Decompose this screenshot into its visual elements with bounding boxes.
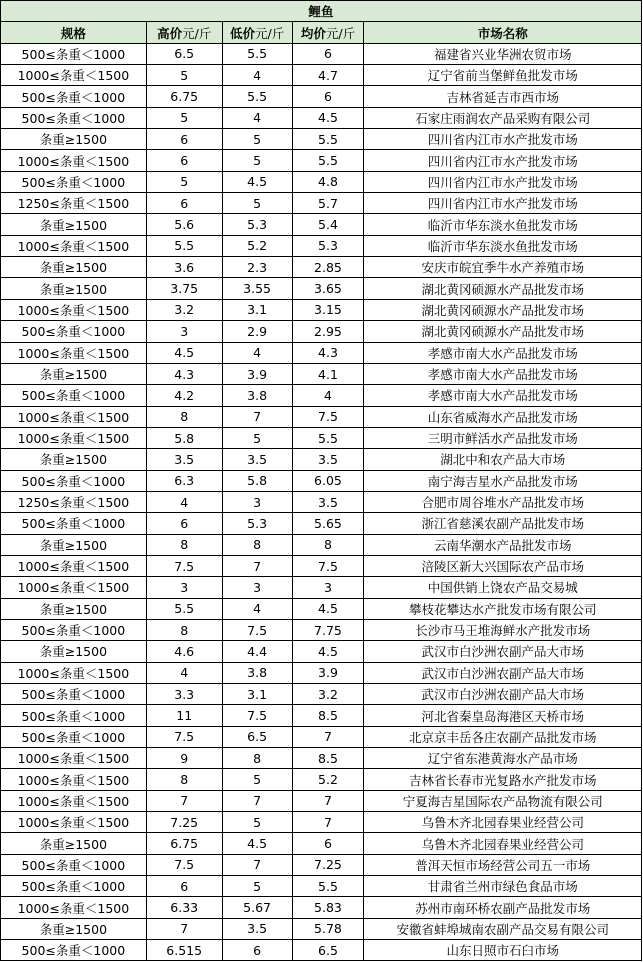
table-row [1,172,642,193]
low-price-cell: 5.3 [223,214,293,234]
avg-price-cell: 7.5 [293,556,365,576]
market-name-cell: 长沙市马王堆海鲜水产批发市场 [364,620,642,640]
avg-price-cell: 7.25 [293,855,365,875]
high-price-cell: 3.5 [147,449,223,469]
spec-cell: 条重≥1500 [1,449,147,469]
high-price-cell: 4 [147,492,223,512]
high-price-cell: 7.5 [147,855,223,875]
spec-cell: 500≤条重＜1000 [1,727,147,747]
table-row [1,364,642,385]
high-price-cell: 3 [147,321,223,341]
table-row [1,748,642,769]
high-price-cell: 5.8 [147,428,223,448]
spec-cell: 条重≥1500 [1,919,147,939]
low-price-cell: 5 [223,150,293,170]
header-high-price: 高价 元/斤 [147,22,223,42]
market-name-cell: 四川省内江市水产批发市场 [364,129,642,149]
spec-cell: 1000≤条重＜1500 [1,769,147,789]
high-price-cell: 4 [147,663,223,683]
low-price-cell: 4.5 [223,833,293,853]
market-name-cell: 吉林省延吉市西市场 [364,86,642,106]
market-name-cell: 湖北中和农产品大市场 [364,449,642,469]
high-price-cell: 4.5 [147,343,223,363]
high-price-cell: 3.6 [147,257,223,277]
table-row [1,577,642,598]
avg-price-cell: 6 [293,833,365,853]
table-row [1,513,642,534]
spec-cell: 500≤条重＜1000 [1,44,147,64]
table-row [1,705,642,726]
table-row [1,641,642,662]
high-price-cell: 8 [147,535,223,555]
header-market-name: 市场名称 [364,22,642,42]
avg-price-cell: 4.5 [293,599,365,619]
avg-price-cell: 6.5 [293,940,365,960]
high-price-cell: 6.5 [147,44,223,64]
spec-cell: 1000≤条重＜1500 [1,663,147,683]
avg-price-cell: 5.83 [293,897,365,917]
avg-price-cell: 5.5 [293,150,365,170]
avg-price-cell: 4.5 [293,641,365,661]
table-row [1,236,642,257]
spec-cell: 条重≥1500 [1,833,147,853]
avg-price-cell: 7 [293,727,365,747]
high-price-cell: 7 [147,919,223,939]
avg-price-cell: 3.9 [293,663,365,683]
spec-cell: 1000≤条重＜1500 [1,343,147,363]
market-name-cell: 三明市鲜活水产品批发市场 [364,428,642,448]
market-name-cell: 湖北黄冈硕源水产品批发市场 [364,300,642,320]
market-name-cell: 山东省威海水产品批发市场 [364,407,642,427]
spec-cell: 条重≥1500 [1,278,147,298]
table-row [1,620,642,641]
low-price-cell: 4 [223,599,293,619]
header-low-price: 低价 元/斤 [223,22,293,42]
low-price-cell: 5.8 [223,471,293,491]
market-name-cell: 孝感市南大水产品批发市场 [364,364,642,384]
low-price-cell: 4 [223,343,293,363]
avg-price-cell: 8 [293,535,365,555]
high-price-cell: 8 [147,769,223,789]
low-price-cell: 8 [223,748,293,768]
high-price-cell: 6.75 [147,86,223,106]
low-price-cell: 4.4 [223,641,293,661]
low-price-cell: 8 [223,535,293,555]
avg-price-cell: 6.05 [293,471,365,491]
spec-cell: 500≤条重＜1000 [1,86,147,106]
table-row [1,684,642,705]
avg-price-cell: 2.95 [293,321,365,341]
low-price-cell: 7 [223,855,293,875]
table-row [1,833,642,854]
table-row [1,492,642,513]
low-price-cell: 3.5 [223,449,293,469]
low-price-cell: 7.5 [223,705,293,725]
low-price-cell: 5.2 [223,236,293,256]
market-name-cell: 合肥市周谷堆水产品批发市场 [364,492,642,512]
spec-cell: 1000≤条重＜1500 [1,748,147,768]
spec-cell: 1000≤条重＜1500 [1,577,147,597]
market-name-cell: 武汉市白沙洲农副产品大市场 [364,684,642,704]
spec-cell: 500≤条重＜1000 [1,385,147,405]
avg-price-cell: 3 [293,577,365,597]
low-price-cell: 3.8 [223,663,293,683]
table-row [1,214,642,235]
avg-price-cell: 4.3 [293,343,365,363]
high-price-cell: 3 [147,577,223,597]
market-name-cell: 辽宁省前当堡鲜鱼批发市场 [364,65,642,85]
high-price-cell: 7.5 [147,556,223,576]
high-price-cell: 4.6 [147,641,223,661]
table-row [1,257,642,278]
spec-cell: 500≤条重＜1000 [1,684,147,704]
low-price-cell: 4 [223,65,293,85]
low-price-cell: 5 [223,193,293,213]
spec-cell: 条重≥1500 [1,599,147,619]
market-name-cell: 山东日照市石臼市场 [364,940,642,960]
low-price-cell: 7.5 [223,620,293,640]
spec-cell: 条重≥1500 [1,535,147,555]
avg-price-cell: 4 [293,385,365,405]
table-row [1,919,642,940]
spec-cell: 500≤条重＜1000 [1,705,147,725]
low-price-cell: 3.9 [223,364,293,384]
high-price-cell: 7 [147,791,223,811]
market-name-cell: 武汉市白沙洲农副产品大市场 [364,641,642,661]
avg-price-cell: 4.1 [293,364,365,384]
table-row [1,855,642,876]
market-name-cell: 涪陵区新大兴国际农产品市场 [364,556,642,576]
market-name-cell: 福建省兴业华洲农贸市场 [364,44,642,64]
spec-cell: 条重≥1500 [1,364,147,384]
avg-price-cell: 4.7 [293,65,365,85]
spec-cell: 500≤条重＜1000 [1,108,147,128]
avg-price-cell: 8.5 [293,705,365,725]
market-name-cell: 安庆市皖宜季牛水产养殖市场 [364,257,642,277]
high-price-cell: 4.2 [147,385,223,405]
low-price-cell: 3.1 [223,684,293,704]
low-price-cell: 5.5 [223,86,293,106]
market-name-cell: 临沂市华东淡水鱼批发市场 [364,214,642,234]
low-price-cell: 5.5 [223,44,293,64]
table-row [1,769,642,790]
market-name-cell: 南宁海吉星水产品批发市场 [364,471,642,491]
market-name-cell: 石家庄雨润农产品采购有限公司 [364,108,642,128]
table-row [1,428,642,449]
spec-cell: 500≤条重＜1000 [1,620,147,640]
avg-price-cell: 4.5 [293,108,365,128]
avg-price-cell: 6 [293,86,365,106]
high-price-cell: 6 [147,876,223,896]
table-row [1,599,642,620]
avg-price-cell: 7.5 [293,407,365,427]
low-price-cell: 3 [223,577,293,597]
table-row [1,791,642,812]
header-avg-price: 均价 元/斤 [293,22,365,42]
table-row [1,129,642,150]
market-name-cell: 苏州市南环桥农副产品批发市场 [364,897,642,917]
spec-cell: 1000≤条重＜1500 [1,897,147,917]
high-price-cell: 6.75 [147,833,223,853]
low-price-cell: 3 [223,492,293,512]
table-row [1,897,642,918]
spec-cell: 1000≤条重＜1500 [1,65,147,85]
spec-cell: 1000≤条重＜1500 [1,236,147,256]
avg-price-cell: 3.5 [293,492,365,512]
low-price-cell: 3.1 [223,300,293,320]
avg-price-cell: 6 [293,44,365,64]
table-row [1,876,642,897]
market-name-cell: 中国供销上饶农产品交易城 [364,577,642,597]
avg-price-cell: 5.78 [293,919,365,939]
table-row [1,449,642,470]
table-row [1,471,642,492]
market-name-cell: 浙江省慈溪农副产品批发市场 [364,513,642,533]
table-row [1,727,642,748]
high-price-cell: 5 [147,108,223,128]
high-price-cell: 5 [147,172,223,192]
low-price-cell: 3.8 [223,385,293,405]
low-price-cell: 5 [223,129,293,149]
spec-cell: 1000≤条重＜1500 [1,300,147,320]
low-price-cell: 2.9 [223,321,293,341]
high-price-cell: 9 [147,748,223,768]
avg-price-cell: 4.8 [293,172,365,192]
high-price-cell: 4.3 [147,364,223,384]
low-price-cell: 3.5 [223,919,293,939]
high-price-cell: 5.6 [147,214,223,234]
high-price-cell: 6 [147,150,223,170]
table-row [1,940,642,961]
spec-cell: 500≤条重＜1000 [1,855,147,875]
spec-cell: 500≤条重＜1000 [1,471,147,491]
avg-price-cell: 8.5 [293,748,365,768]
low-price-cell: 5 [223,812,293,832]
market-name-cell: 乌鲁木齐北园春果业经营公司 [364,833,642,853]
high-price-cell: 7.5 [147,727,223,747]
high-price-cell: 5.5 [147,599,223,619]
low-price-cell: 7 [223,407,293,427]
table-row [1,321,642,342]
avg-price-cell: 3.2 [293,684,365,704]
table-row [1,385,642,406]
market-name-cell: 普洱天恒市场经营公司五一市场 [364,855,642,875]
low-price-cell: 6 [223,940,293,960]
market-name-cell: 攀枝花攀达水产批发市场有限公司 [364,599,642,619]
avg-price-cell: 5.2 [293,769,365,789]
table-title: 鲤鱼 [1,1,642,21]
table-row [1,193,642,214]
avg-price-cell: 5.4 [293,214,365,234]
market-name-cell: 安徽省蚌埠城南农副产品交易有限公司 [364,919,642,939]
low-price-cell: 5.3 [223,513,293,533]
high-price-cell: 6 [147,193,223,213]
avg-price-cell: 2.85 [293,257,365,277]
market-name-cell: 宁夏海吉星国际农产品物流有限公司 [364,791,642,811]
table-row [1,150,642,171]
market-name-cell: 乌鲁木齐北园春果业经营公司 [364,812,642,832]
table-row [1,812,642,833]
spec-cell: 1000≤条重＜1500 [1,150,147,170]
avg-price-cell: 5.3 [293,236,365,256]
spec-cell: 500≤条重＜1000 [1,513,147,533]
header-spec: 规格 [1,22,147,42]
market-name-cell: 孝感市南大水产品批发市场 [364,343,642,363]
low-price-cell: 3.55 [223,278,293,298]
high-price-cell: 6 [147,129,223,149]
spec-cell: 500≤条重＜1000 [1,940,147,960]
high-price-cell: 8 [147,620,223,640]
table-row [1,65,642,86]
table-row [1,535,642,556]
low-price-cell: 2.3 [223,257,293,277]
low-price-cell: 7 [223,556,293,576]
market-name-cell: 武汉市白沙洲农副产品大市场 [364,663,642,683]
spec-cell: 1000≤条重＜1500 [1,428,147,448]
table-row [1,278,642,299]
avg-price-cell: 5.5 [293,428,365,448]
spec-cell: 条重≥1500 [1,257,147,277]
high-price-cell: 3.75 [147,278,223,298]
high-price-cell: 6.3 [147,471,223,491]
table-body [1,44,642,962]
avg-price-cell: 5.5 [293,129,365,149]
table-row [1,663,642,684]
high-price-cell: 5.5 [147,236,223,256]
market-name-cell: 辽宁省东港黄海水产品市场 [364,748,642,768]
spec-cell: 500≤条重＜1000 [1,321,147,341]
low-price-cell: 5 [223,876,293,896]
high-price-cell: 6 [147,513,223,533]
high-price-cell: 6.515 [147,940,223,960]
spec-cell: 1000≤条重＜1500 [1,791,147,811]
avg-price-cell: 7 [293,812,365,832]
high-price-cell: 7.25 [147,812,223,832]
low-price-cell: 5 [223,769,293,789]
table-row [1,86,642,107]
table-row [1,407,642,428]
market-name-cell: 吉林省长春市光复路水产批发市场 [364,769,642,789]
spec-cell: 1250≤条重＜1500 [1,193,147,213]
avg-price-cell: 3.15 [293,300,365,320]
spec-cell: 500≤条重＜1000 [1,876,147,896]
avg-price-cell: 3.5 [293,449,365,469]
market-name-cell: 甘肃省兰州市绿色食品市场 [364,876,642,896]
low-price-cell: 4 [223,108,293,128]
market-name-cell: 四川省内江市水产批发市场 [364,150,642,170]
spec-cell: 条重≥1500 [1,214,147,234]
avg-price-cell: 7.75 [293,620,365,640]
avg-price-cell: 5.7 [293,193,365,213]
market-name-cell: 四川省内江市水产批发市场 [364,172,642,192]
high-price-cell: 3.2 [147,300,223,320]
spec-cell: 1000≤条重＜1500 [1,812,147,832]
high-price-cell: 8 [147,407,223,427]
low-price-cell: 5 [223,428,293,448]
avg-price-cell: 5.5 [293,876,365,896]
market-name-cell: 湖北黄冈硕源水产品批发市场 [364,278,642,298]
spec-cell: 条重≥1500 [1,129,147,149]
table-row [1,556,642,577]
table-row [1,44,642,65]
spec-cell: 1250≤条重＜1500 [1,492,147,512]
spec-cell: 500≤条重＜1000 [1,172,147,192]
table-title-row [1,1,642,22]
high-price-cell: 11 [147,705,223,725]
avg-price-cell: 3.65 [293,278,365,298]
table-header-row [1,22,642,43]
spec-cell: 1000≤条重＜1500 [1,556,147,576]
market-name-cell: 云南华潮水产品批发市场 [364,535,642,555]
spec-cell: 条重≥1500 [1,641,147,661]
avg-price-cell: 5.65 [293,513,365,533]
market-name-cell: 孝感市南大水产品批发市场 [364,385,642,405]
table-row [1,300,642,321]
market-name-cell: 河北省秦皇岛海港区天桥市场 [364,705,642,725]
market-name-cell: 四川省内江市水产批发市场 [364,193,642,213]
market-name-cell: 北京京丰岳各庄农副产品批发市场 [364,727,642,747]
low-price-cell: 5.67 [223,897,293,917]
high-price-cell: 3.3 [147,684,223,704]
low-price-cell: 6.5 [223,727,293,747]
table-row [1,343,642,364]
high-price-cell: 6.33 [147,897,223,917]
market-name-cell: 湖北黄冈硕源水产品批发市场 [364,321,642,341]
table-row [1,108,642,129]
low-price-cell: 7 [223,791,293,811]
high-price-cell: 5 [147,65,223,85]
avg-price-cell: 7 [293,791,365,811]
spec-cell: 1000≤条重＜1500 [1,407,147,427]
low-price-cell: 4.5 [223,172,293,192]
market-name-cell: 临沂市华东淡水鱼批发市场 [364,236,642,256]
